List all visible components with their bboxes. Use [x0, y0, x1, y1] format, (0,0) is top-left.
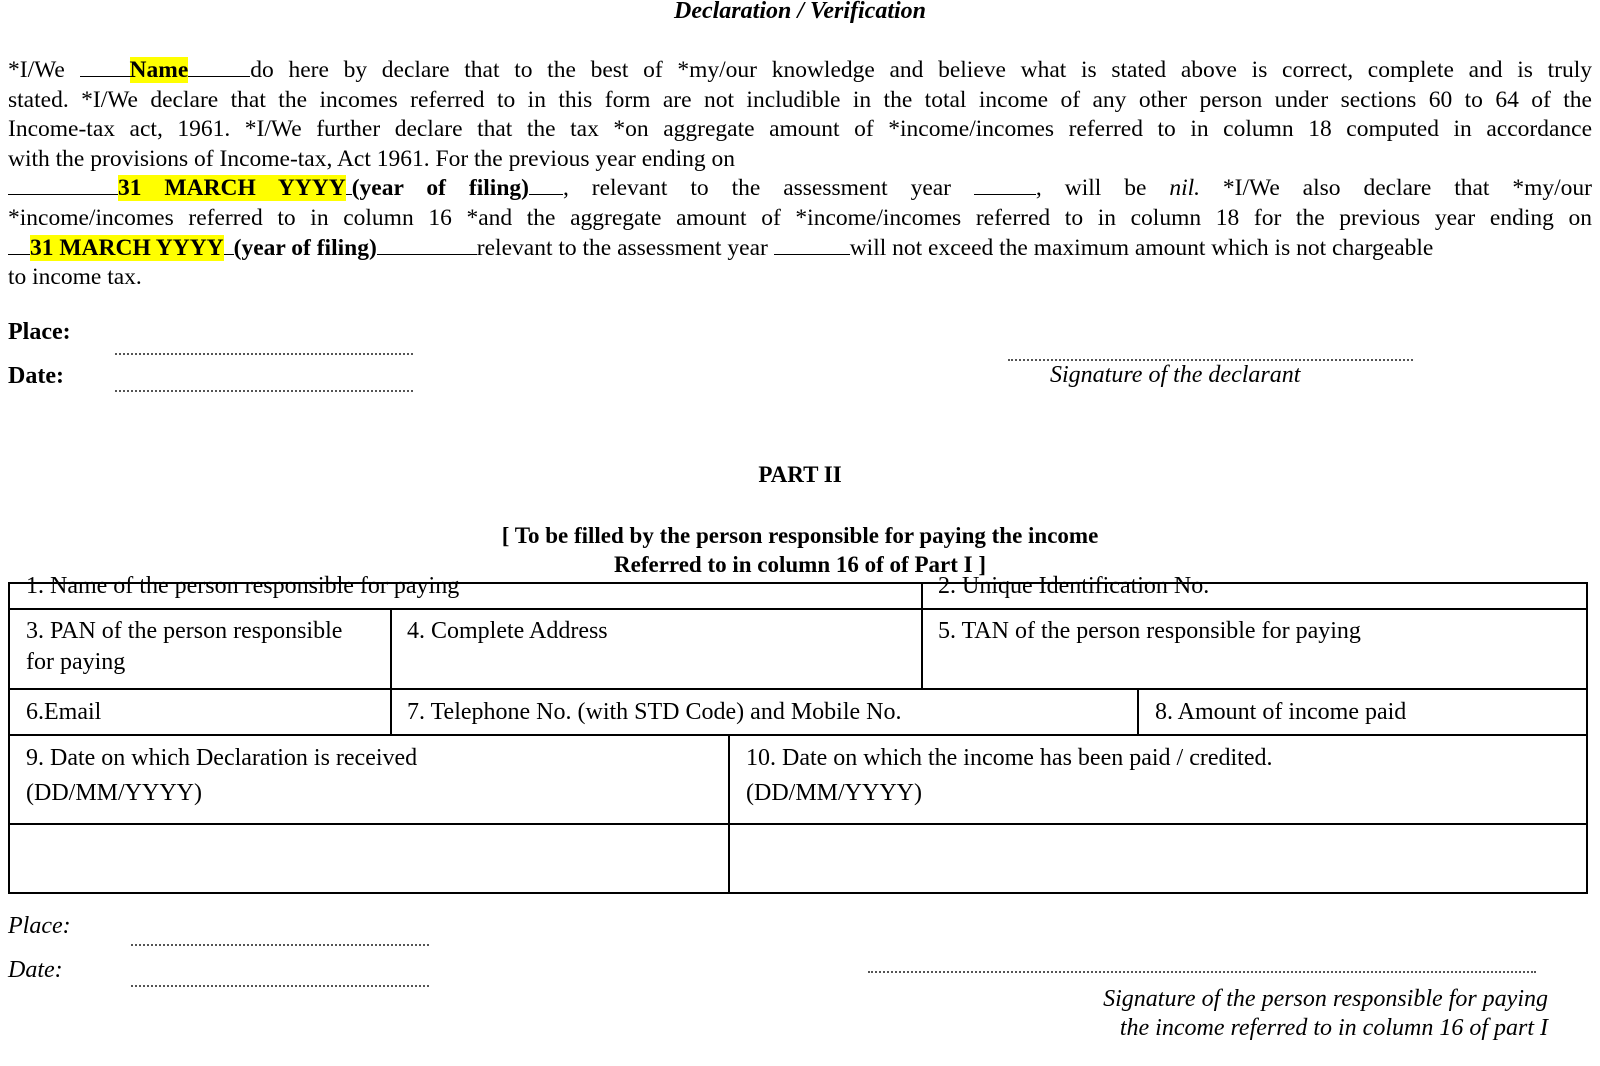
- declaration-line-3: Income-tax act, 1961. *I/We further declare that the tax *on aggregate amount of *income/incomes referred to in column 18 computed in accordance: [8, 116, 1592, 143]
- table-rule: [728, 734, 730, 894]
- input-income-paid-date[interactable]: [732, 826, 1532, 864]
- footer-place-input-line[interactable]: [131, 944, 429, 946]
- declaration-line-4: with the provisions of Income-tax, Act 1961. For the previous year ending on: [8, 145, 736, 172]
- cell-payer-name: 1. Name of the person responsible for paying: [26, 573, 460, 599]
- date-input-line[interactable]: [115, 390, 413, 392]
- cell-income-paid-date: 10. Date on which the income has been paid / credited. (DD/MM/YYYY): [746, 745, 1273, 806]
- footer-date-input-line[interactable]: [131, 985, 429, 987]
- blank-line: [80, 56, 130, 77]
- footer-date-label: Date:: [8, 957, 63, 983]
- cell-amount-paid: 8. Amount of income paid: [1155, 699, 1407, 725]
- assessment-year-blank[interactable]: [974, 174, 1036, 195]
- cell-tan: 5. TAN of the person responsible for paying: [938, 618, 1361, 644]
- table-rule: [10, 688, 1586, 690]
- signature-line[interactable]: [1008, 359, 1413, 361]
- date-field-highlight-2[interactable]: 31 MARCH YYYY: [30, 234, 224, 261]
- name-field-highlight[interactable]: Name: [129, 57, 189, 83]
- declaration-line-5: 31 MARCH YYYY (year of filing) , relevant to the assessment year , will be nil. *I/We also declare that *my/our: [8, 174, 1592, 204]
- cell-telephone: 7. Telephone No. (with STD Code) and Mobile No.: [407, 699, 902, 725]
- blank-line: [8, 234, 30, 255]
- table-rule: [1137, 688, 1139, 736]
- blank-line: [8, 174, 118, 195]
- date-label: Date:: [8, 363, 64, 389]
- cell-pan: 3. PAN of the person responsible for paying: [26, 618, 343, 675]
- cell-address: 4. Complete Address: [407, 618, 608, 644]
- assessment-year-blank-2[interactable]: [774, 234, 850, 255]
- declaration-paragraph: [8, 56, 1592, 293]
- place-input-line[interactable]: [115, 353, 413, 355]
- table-rule: [10, 608, 1586, 610]
- cell-declaration-received-date: 9. Date on which Declaration is received (DD/MM/YYYY): [26, 745, 418, 806]
- cell-email: 6.Email: [26, 699, 102, 725]
- blank-line: [224, 234, 234, 255]
- blank-line: [188, 56, 250, 77]
- input-declaration-received-date[interactable]: [12, 826, 722, 864]
- cell-unique-id: 2. Unique Identification No.: [938, 573, 1210, 599]
- part-ii-subheading: [ To be filled by the person responsible for paying the income Referred to in column 16 of of Part I ]: [501, 523, 1099, 577]
- footer-place-label: Place:: [8, 913, 71, 939]
- table-rule: [10, 734, 1586, 736]
- part-ii-heading: PART II: [758, 462, 842, 487]
- declaration-line-8: to income tax.: [8, 264, 142, 291]
- table-rule: [10, 823, 1586, 825]
- signature-declarant-label: Signature of the declarant: [1050, 362, 1301, 388]
- declaration-line-7: 31 MARCH YYYY (year of filing) relevant to the assessment year will not exceed the maximum amount which is not chargeable: [8, 234, 1592, 264]
- blank-line: [377, 234, 477, 255]
- declaration-line-1: *I/We Name do here by declare that to the best of *my/our knowledge and believe what is stated above is correct, complete and is truly: [8, 57, 1592, 83]
- date-field-highlight[interactable]: 31 MARCH YYYY: [118, 175, 346, 202]
- blank-line: [529, 174, 563, 195]
- footer-signature-line[interactable]: [868, 971, 1536, 973]
- page-title: Declaration / Verification: [674, 0, 926, 24]
- declaration-line-6: *income/incomes referred to in column 16 *and the aggregate amount of *income/incomes referred to in column 18 for the previous year ending on: [8, 204, 1592, 231]
- declaration-line-2: stated. *I/We declare that the incomes referred to in this form are not includible in the total income of any other person under sections 60 to 64 of the: [8, 86, 1592, 113]
- table-rule: [921, 582, 923, 690]
- footer-signature-label: Signature of the person responsible for paying the income referred to in column 16 of part I: [1103, 986, 1548, 1041]
- table-rule: [390, 608, 392, 736]
- place-label: Place:: [8, 319, 71, 345]
